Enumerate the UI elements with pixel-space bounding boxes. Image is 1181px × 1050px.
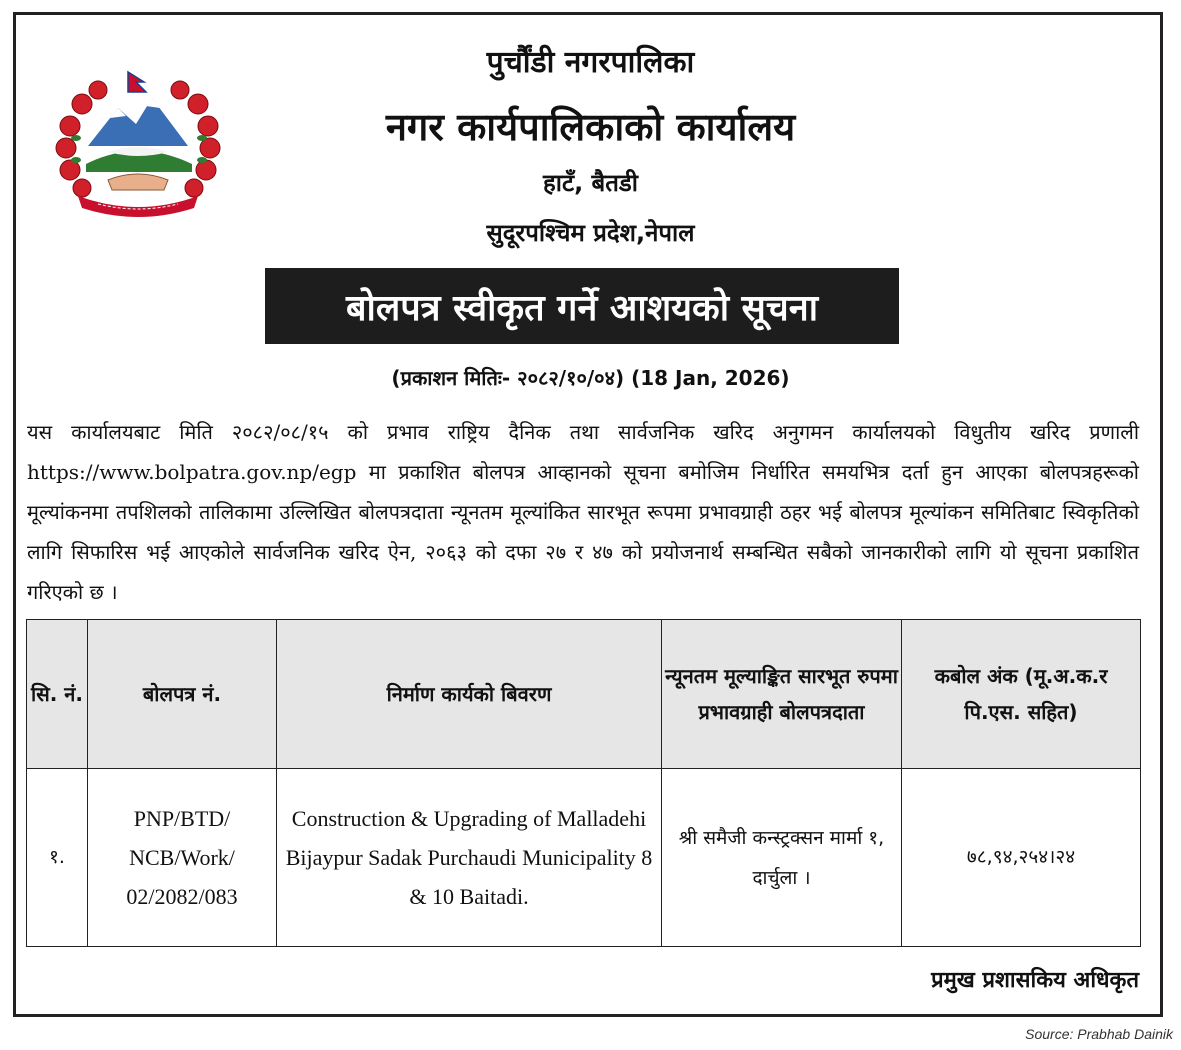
header-serial: सि. नं. xyxy=(27,620,88,769)
notice-title: बोलपत्र स्वीकृत गर्ने आशयको सूचना xyxy=(265,268,899,344)
award-table xyxy=(26,619,1141,947)
header-bid-number: बोलपत्र नं. xyxy=(88,620,277,769)
signatory-title: प्रमुख प्रशासकिय अधिकृत xyxy=(931,968,1139,993)
cell-bid-number: PNP/BTD/ NCB/Work/ 02/2082/083 xyxy=(88,769,277,947)
table-header-row xyxy=(27,620,1141,769)
publication-date: (प्रकाशन मितिः- २०८२/१०/०४) (18 Jan, 2026) xyxy=(391,366,790,390)
notice-body: यस कार्यालयबाट मिति २०८२/०८/१५ को प्रभाव राष्ट्रिय दैनिक तथा सार्वजनिक खरिद अनुगमन कार्यालयको विधुतीय खरिद प्रणाली https://www.bolpatra.gov.np/egp मा प्रकाशित बोलपत्र आव्हानको सूचना बमोजिम निर्धारित समयभित्र दर्ता हुन आएका बोलपत्रहरूको मूल्यांकनमा तपशिलको तालिकामा उल्लिखित बोलपत्रदाता न्यूनतम मूल्यांकित सारभूत रूपमा प्रभावग्राही ठहर भई बोलपत्र मूल्यांकन समितिबाट स्विकृतिको लागि सिफारिस भई आएकोले सार्वजनिक खरिद ऐन, २०६३ को दफा २७ र ४७ को प्रयोजनार्थ सम्बन्धित सबैको जानकारीको लागि यो सूचना प्रकाशित गरिएको छ । xyxy=(27,420,1139,604)
office-location: हाटँ, बैतडी xyxy=(543,169,638,197)
source-credit: Source: Prabhab Dainik xyxy=(1025,1026,1173,1042)
header-bid-amount: कबोल अंक (मू.अ.क.र पि.एस. सहित) xyxy=(902,620,1141,769)
header-work-description: निर्माण कार्यको बिवरण xyxy=(277,620,662,769)
header-bidder: न्यूनतम मूल्याङ्कित सारभूत रुपमा प्रभावग्राही बोलपत्रदाता xyxy=(662,620,902,769)
table-row xyxy=(27,769,1141,947)
cell-work-description: Construction & Upgrading of Malladehi Bijaypur Sadak Purchaudi Municipality 8 & 10 Baitadi. xyxy=(277,769,662,947)
cell-bidder: श्री समैजी कन्स्ट्रक्सन मार्मा १, दार्चुला । xyxy=(662,769,902,947)
office-name: नगर कार्यपालिकाको कार्यालय xyxy=(385,105,796,149)
cell-bid-amount: ७८,९४,२५४।२४ xyxy=(902,769,1141,947)
municipality-name: पुर्चौंडी नगरपालिका xyxy=(486,45,695,80)
cell-serial: १. xyxy=(27,769,88,947)
province-country: सुदूरपश्चिम प्रदेश,नेपाल xyxy=(486,219,695,247)
